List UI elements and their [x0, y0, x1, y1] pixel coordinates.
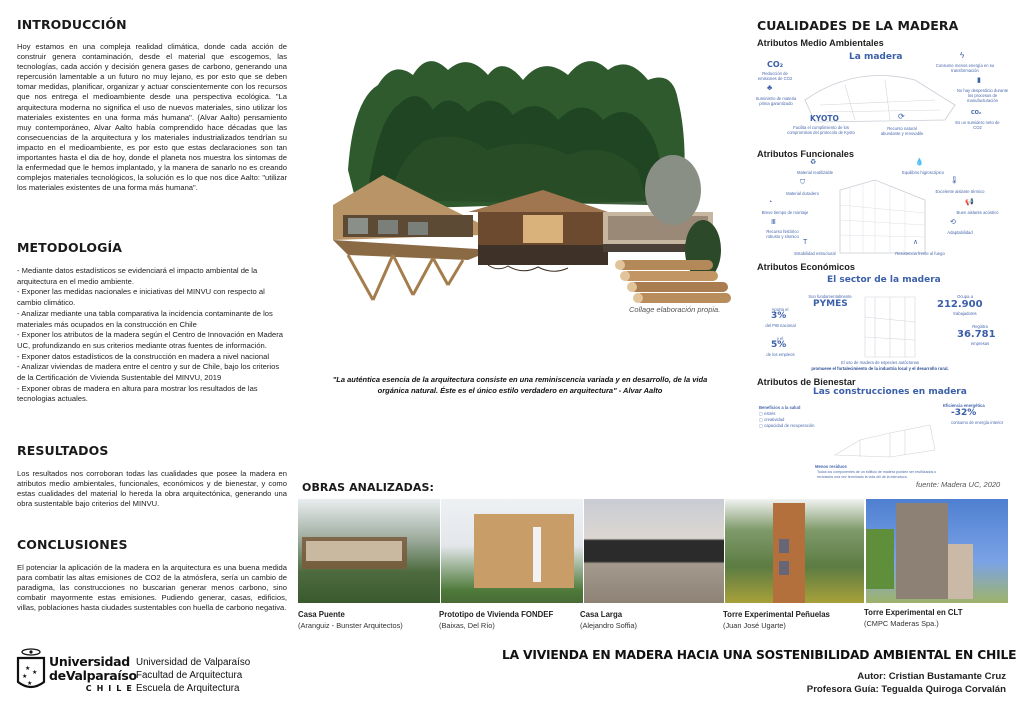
photo-casa-puente: [298, 499, 440, 603]
quote-line: orgánica natural. Éste es el único estilo verdadero en arquitectura" - Alvar Aalto: [377, 386, 663, 395]
medio-ambientales-title: Atributos Medio Ambientales: [757, 38, 884, 48]
residuos-text: Todos los componentes de un edificio de madera pueden ser reutilizados o reciclados una vez terminado la vida útil de la estructura.: [817, 470, 937, 479]
func-right-3: Adaptabilidad: [947, 230, 973, 235]
institution-block: [136, 656, 250, 695]
economicos-title: Atributos Económicos: [757, 262, 856, 272]
trabajadores-value: 212.900: [937, 299, 983, 310]
institution-line: Escuela de Arquitectura: [136, 683, 240, 694]
economicos-banner: El sector de la madera: [827, 275, 941, 285]
bienestar-banner: Las construcciones en madera: [813, 387, 967, 397]
adapt-icon: ⟲: [950, 219, 956, 226]
eficiencia-sublabel: consumo de energía interior: [951, 420, 1004, 425]
bienestar-infographic: [755, 387, 1017, 482]
fuente-caption: fuente: Madera UC, 2020: [916, 480, 1001, 489]
emp-post: empresas: [970, 341, 990, 346]
energy-icon: ϟ: [960, 51, 965, 60]
eficiencia-value: -32%: [951, 408, 977, 418]
poster-title: LA VIVIENDA EN MADERA HACIA UNA SOSTENIBILIDAD AMBIENTAL EN CHILE: [502, 648, 1017, 662]
func-right-0: Equilibrio higroscópico: [902, 170, 944, 175]
metodologia-item: - Exponer obras de madera en altura para mostrar los resultados de las tecnologias actuales.: [17, 383, 258, 404]
pib-pre: Aporta el: [771, 307, 789, 312]
func-left-2: Breve tiempo de montaje: [761, 210, 809, 215]
empleos-value: 5%: [771, 340, 787, 350]
recycle-icon: ⟳: [898, 112, 905, 121]
pib-value: 3%: [771, 311, 787, 321]
credits-block: [807, 670, 1006, 696]
desperdicios-label: No hay desperdicio durante los procesos de manufacturación: [956, 88, 1009, 103]
advisor-line: Profesora Guía: Tegualda Quiroga Corvalán: [806, 684, 1006, 695]
residuos-label: Menos residuos: [815, 464, 847, 469]
co2-big: CO₂: [767, 60, 784, 69]
intro-text: Hoy estamos en una compleja realidad climática, donde cada acción de construir genera contaminación, desde el material que escogemos, las tecnologías, cada acción y decisión genera gases de carbono, generando una repercusión lamentable a un futuro no muy lejano, es por esto que se deben tomar medidas, planificar, organizar y actuar conscientemente con los recursos que nos entrega el medioambiente desde una perspectiva ecológica. "La arquitectura moderna no significa el uso de nuevos materiales, sino utilizar los materiales existentes en una forma más humana". (Alvar Aalto) pensamiento muy contemporáneo, Alvar Aalto había comprendido hace décadas que las consecuencias de la arquitectura y los materiales industrializados tendrían su impacto en el medioambiente, es por esto que estas declaraciones son tan importantes hasta el dia de hoy, donde el planeta nos muestra los sintomas de la enfermedad que le hemos implantado, y la manera de sanarlo no es creando complejos materiales tecnológicos, la solución es lo que nos dice Aalto: "utilizar los materiales existentes de una forma más humana".: [17, 42, 287, 193]
pymes-pre: Son fundamentalmente: [808, 294, 852, 299]
medio-banner: La madera: [849, 52, 903, 62]
shield-icon: ⛉: [800, 179, 806, 186]
obra-title: Torre Experimental Peñuelas: [723, 610, 830, 619]
bienestar-title: Atributos de Bienestar: [757, 377, 856, 387]
beam-icon: T: [803, 239, 808, 246]
wordmark-country: CHILE: [85, 684, 137, 693]
kyoto-label: Facilita el cumplimiento de los compromisos del protocolo de Kyoto: [787, 125, 855, 135]
economicos-infographic: [755, 274, 1017, 374]
svg-text:★: ★: [22, 674, 28, 680]
economicos-footer-1: El uso de madera de especies autóctonas: [841, 360, 919, 365]
metodologia-item: - Exponer las medidas nacionales e iniciativas del MINVU con respecto al cambio climático.: [17, 287, 265, 308]
resultados-heading: RESULTADOS: [17, 443, 109, 458]
metodologia-item: - Analizar mediante una tabla comparativa la incidencia contaminante de los materiales más ocupados en la construcción en Chile: [17, 308, 273, 329]
funcionales-infographic: [755, 160, 1017, 258]
salud-item: ▢ creatividad: [759, 417, 785, 422]
svg-text:★: ★: [32, 670, 38, 676]
medio-ambientales-infographic: [755, 50, 1017, 142]
institution-line: Facultad de Arquitectura: [136, 670, 243, 681]
metodologia-item: - Mediante datos estadísticos se evidenciará el impacto ambiental de la arquitectura en el medio ambiente.: [17, 266, 258, 286]
obra-author: (Alejandro Soffia): [580, 621, 637, 630]
collage-caption: Collage elaboración propia.: [629, 305, 721, 314]
salud-item: ▢ capacidad de recuperación: [759, 423, 815, 428]
trash-icon: ▮: [977, 77, 981, 84]
photo-prototipo-fondef: [441, 499, 583, 603]
fire-icon: ∧: [913, 239, 919, 246]
obra-author: (Baixas, Del Río): [439, 621, 495, 630]
thermometer-icon: 🌡: [950, 177, 959, 184]
resultados-text: Los resultados nos corroboran todas las cualidades que posee la madera en atributos medio ambientales, funcionales, económicos y de bienestar, y como estas cualidades del material lo hereda la obra arquitectónica, generando una obra sustentable bajo criterios del MINVU.: [17, 469, 287, 509]
func-left-1: Material duradero: [786, 191, 819, 196]
kyoto-big: KYOTO: [810, 114, 839, 123]
column-icon: Ⅲ: [771, 219, 776, 226]
func-right-1: Excelente aislante térmico: [935, 189, 985, 194]
building-sketch: [835, 175, 935, 255]
obra-title: Prototipo de Vivienda FONDEF: [439, 610, 554, 619]
wordmark-line: deValparaíso: [49, 668, 137, 683]
svg-text:★: ★: [27, 681, 33, 687]
svg-text:★: ★: [25, 666, 31, 672]
houses-sketch: [830, 415, 940, 460]
metodologia-item: - Analizar viviendas de madera entre el centro y sur de Chile, bajo los criterios de la Certificación de Vivienda Sustentable del MINVU, 2019: [17, 362, 280, 383]
clock-icon: ◔: [768, 199, 773, 206]
func-right-4: Resistencia frente al fuego: [895, 251, 945, 256]
func-left-4: Estabilidad estructural: [794, 251, 836, 256]
metodologia-item: - Exponer los atributos de la madera según el Centro de Innovación en Madera UC, profundizando en sus criterios mediante otras fuentes de información.: [17, 330, 283, 350]
emp-pre: Registra: [972, 324, 988, 329]
obra-author: (Juan José Ugarte): [723, 621, 786, 630]
func-left-0: Material reutilizable: [796, 170, 834, 175]
conclusiones-heading: CONCLUSIONES: [17, 537, 128, 552]
func-left-3: Recurso histórico robusto y sísmico: [766, 229, 799, 239]
sumidero-label: Es un sumidero neto de CO2: [955, 120, 1000, 130]
aalto-quote: [300, 374, 740, 396]
salud-item: ▢ estrés: [759, 411, 776, 416]
trab-post: trabajadores: [953, 311, 977, 316]
quote-line: "La auténtica esencia de la arquitectura consiste en una reminiscencia variada y en desarrollo, de la vida: [332, 375, 708, 384]
obra-title: Casa Larga: [580, 610, 623, 619]
obra-author: (CMPC Maderas Spa.): [864, 619, 939, 628]
author-line: Autor: Cristian Bustamante Cruz: [857, 671, 1006, 682]
suministro-label: Suministro de materia prima garantizado: [755, 96, 797, 106]
trab-pre: Ocupa a: [957, 294, 973, 299]
metodologia-heading: METODOLOGÍA: [17, 240, 122, 255]
empresas-value: 36.781: [957, 329, 996, 340]
obra-title: Casa Puente: [298, 610, 345, 619]
obra-title: Torre Experimental en CLT: [864, 608, 963, 617]
trees-icon: ♣: [767, 83, 773, 92]
pib-post: del PIB nacional: [765, 323, 796, 328]
energia-label: Consume menos energía en su transformación: [935, 63, 995, 73]
empleos-pre: y el: [776, 336, 784, 341]
metodologia-item: - Exponer datos estadísticos de la construcción en madera a nivel nacional: [17, 351, 270, 361]
conclusiones-text: El potenciar la aplicación de la madera en la arquitectura es una buena medida para combatir las altas emisiones de CO2 de la atmósfera, sería un cambio de paradigma, las construcciones no buscarian generar menos carbono, sino combatir mayormente estas emisiones. Pudiendo generar, casas, edificios, villas, poblaciones hasta ciudades sustentables con huella de carbono negativa.: [17, 563, 287, 613]
economicos-footer-2: promueve el fortalecimiento de la industria local y el desarrollo rural.: [811, 366, 949, 371]
intro-heading: INTRODUCCIÓN: [17, 17, 127, 32]
empleos-post: de los empleos: [766, 352, 795, 357]
recurso-label: Recurso natural abundante y renovable: [880, 126, 924, 136]
drop-icon: 💧: [915, 159, 924, 166]
co2-label: Reducción de emisiones de CO2: [757, 71, 793, 81]
megaphone-icon: 📢: [965, 199, 974, 206]
photo-torre-clt: [866, 499, 1008, 603]
pymes-value: PYMES: [813, 299, 848, 309]
metodologia-list: [17, 266, 289, 405]
university-shield-logo: [16, 648, 46, 692]
wordmark-line: Universidad: [49, 654, 130, 669]
reuse-icon: ♻: [810, 159, 817, 166]
co2-small-icon: CO₂: [971, 110, 982, 116]
obras-heading: OBRAS ANALIZADAS:: [302, 481, 434, 494]
funcionales-title: Atributos Funcionales: [757, 149, 854, 159]
sector-sketch: [860, 292, 920, 362]
obra-author: (Aranguiz - Bunster Arquitectos): [298, 621, 403, 630]
photo-torre-penuelas: [725, 499, 864, 603]
cualidades-heading: CUALIDADES DE LA MADERA: [757, 18, 959, 33]
photo-casa-larga: [584, 499, 724, 603]
university-wordmark: [49, 655, 137, 694]
collage-image: [318, 40, 738, 315]
eficiencia-label: Eficiencia energética: [943, 403, 985, 408]
salud-label: Beneficios a la salud: [759, 405, 801, 410]
func-right-2: Buen aislante acústico: [956, 210, 999, 215]
institution-line: Universidad de Valparaíso: [136, 657, 251, 668]
